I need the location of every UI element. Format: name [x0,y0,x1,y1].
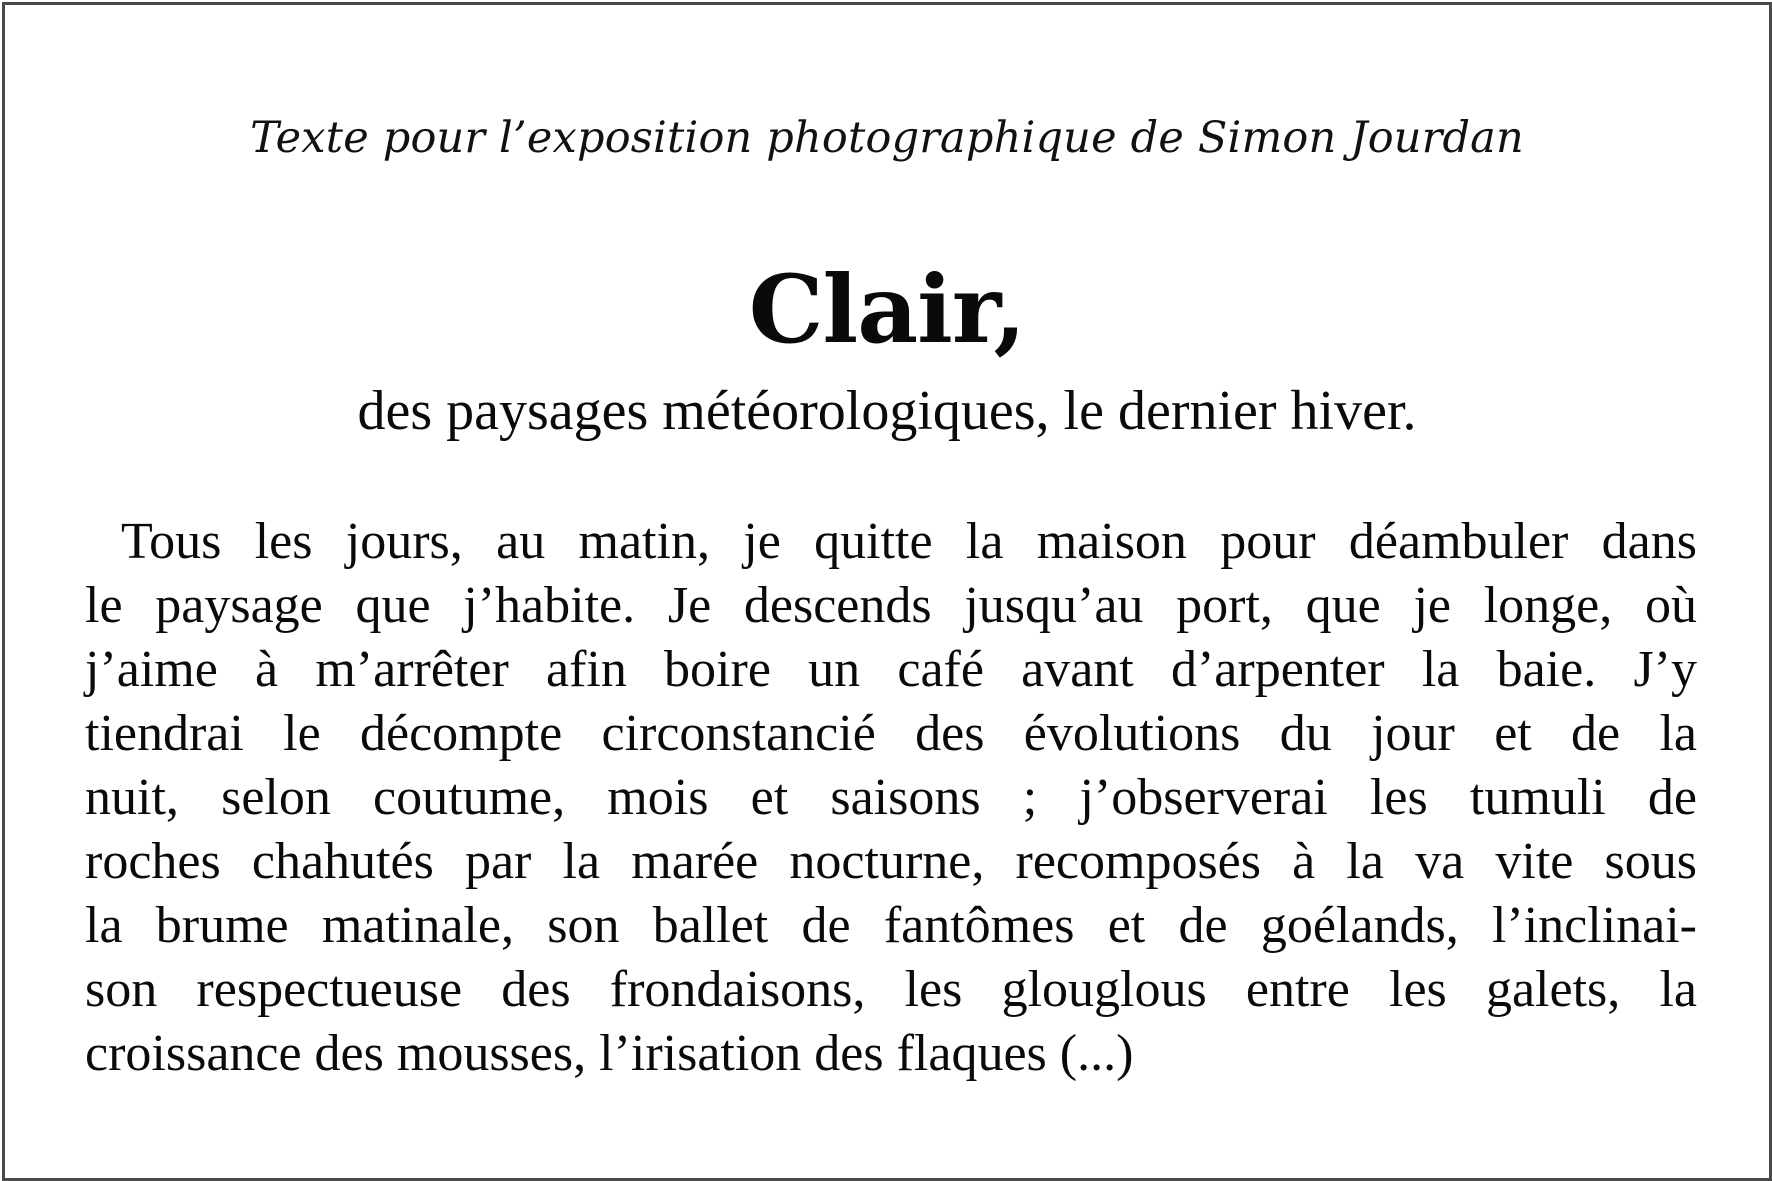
body-line: le paysage que j’habite. Je descends jusqu’au port, que je longe, où [85,577,1697,634]
page-frame [2,2,1772,1181]
body-line: Tous les jours, au matin, je quitte la maison pour déambuler dans [121,513,1697,570]
page-title: Clair, [748,255,1026,365]
body-line: la brume matinale, son ballet de fantômes et de goélands, l’inclinai- [85,897,1697,954]
body-line: j’aime à m’arrêter afin boire un café avant d’arpenter la baie. J’y [85,641,1697,698]
body-line: tiendrai le décompte circonstancié des évolutions du jour et de la [85,705,1697,762]
body-line: son respectueuse des frondaisons, les glouglous entre les galets, la [85,961,1697,1018]
page-subtitle: des paysages météorologiques, le dernier hiver. [357,380,1417,442]
body-line: roches chahutés par la marée nocturne, recomposés à la va vite sous [85,833,1697,890]
body-line-last: croissance des mousses, l’irisation des flaques (...) [85,1025,1134,1082]
body-line: nuit, selon coutume, mois et saisons ; j’observerai les tumuli de [85,769,1697,826]
exhibition-kicker: Texte pour l’exposition photographique de Simon Jourdan [250,113,1524,163]
body-paragraph [85,510,1697,1086]
